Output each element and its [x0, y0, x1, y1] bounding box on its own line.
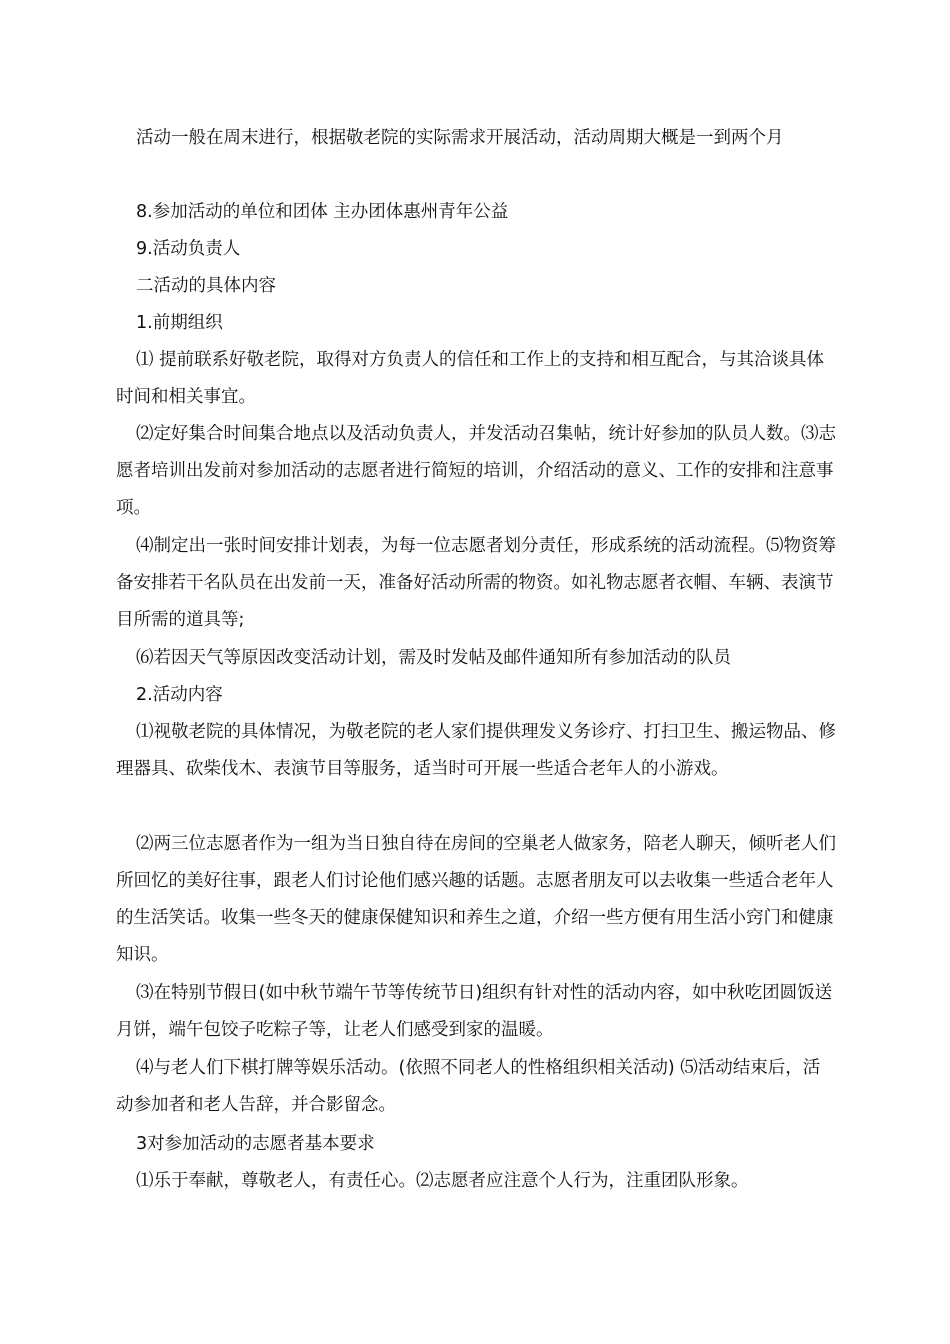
- paragraph-prep-4-5: ⑷制定出一张时间安排计划表，为每一位志愿者划分责任，形成系统的活动流程。⑸物资筹备安排若干名队员在出发前一天，准备好活动所需的物资。如礼物志愿者衣帽、车辆、表演节目所需的道具等;: [116, 536, 836, 630]
- paragraph-content-1: ⑴视敬老院的具体情况，为敬老院的老人家们提供理发义务诊疗、打扫卫生、搬运物品、修理器具、砍柴伐木、表演节目等服务，适当时可开展一些适合老年人的小游戏。: [116, 722, 836, 779]
- heading-activity-content: 二活动的具体内容: [136, 276, 276, 296]
- paragraph-section-8: 8.参加活动的单位和团体 主办团体惠州青年公益: [136, 202, 509, 222]
- paragraph-activity-period: 活动一般在周末进行，根据敬老院的实际需求开展活动，活动周期大概是一到两个月: [136, 128, 784, 148]
- paragraph-prep-6: ⑹若因天气等原因改变活动计划，需及时发帖及邮件通知所有参加活动的队员: [136, 648, 731, 668]
- paragraph-content-3: ⑶在特别节假日(如中秋节端午节等传统节日)组织有针对性的活动内容，如中秋吃团圆饭送月饼，端午包饺子吃粽子等，让老人们感受到家的温暖。: [116, 983, 833, 1040]
- paragraph-requirements: ⑴乐于奉献，尊敬老人，有责任心。⑵志愿者应注意个人行为，注重团队形象。: [136, 1171, 749, 1191]
- heading-volunteer-requirements: 3对参加活动的志愿者基本要求: [136, 1134, 375, 1154]
- paragraph-content-4-5: ⑷与老人们下棋打牌等娱乐活动。(依照不同老人的性格组织相关活动) ⑸活动结束后，活动参加者和老人告辞，并合影留念。: [116, 1058, 821, 1115]
- heading-preparation: 1.前期组织: [136, 313, 223, 333]
- paragraph-content-2: ⑵两三位志愿者作为一组为当日独自待在房间的空巢老人做家务，陪老人聊天，倾听老人们所回忆的美好往事，跟老人们讨论他们感兴趣的话题。志愿者朋友可以去收集一些适合老年人的生活笑话。收集一些冬天的健康保健知识和养生之道，介绍一些方便有用生活小窍门和健康知识。: [116, 834, 836, 965]
- paragraph-prep-1: ⑴ 提前联系好敬老院，取得对方负责人的信任和工作上的支持和相互配合，与其洽谈具体时间和相关事宜。: [116, 350, 825, 407]
- heading-content: 2.活动内容: [136, 685, 223, 705]
- paragraph-prep-2-3: ⑵定好集合时间集合地点以及活动负责人，并发活动召集帖，统计好参加的队员人数。⑶志愿者培训出发前对参加活动的志愿者进行简短的培训，介绍活动的意义、工作的安排和注意事项。: [116, 424, 836, 518]
- paragraph-section-9: 9.活动负责人: [136, 239, 241, 259]
